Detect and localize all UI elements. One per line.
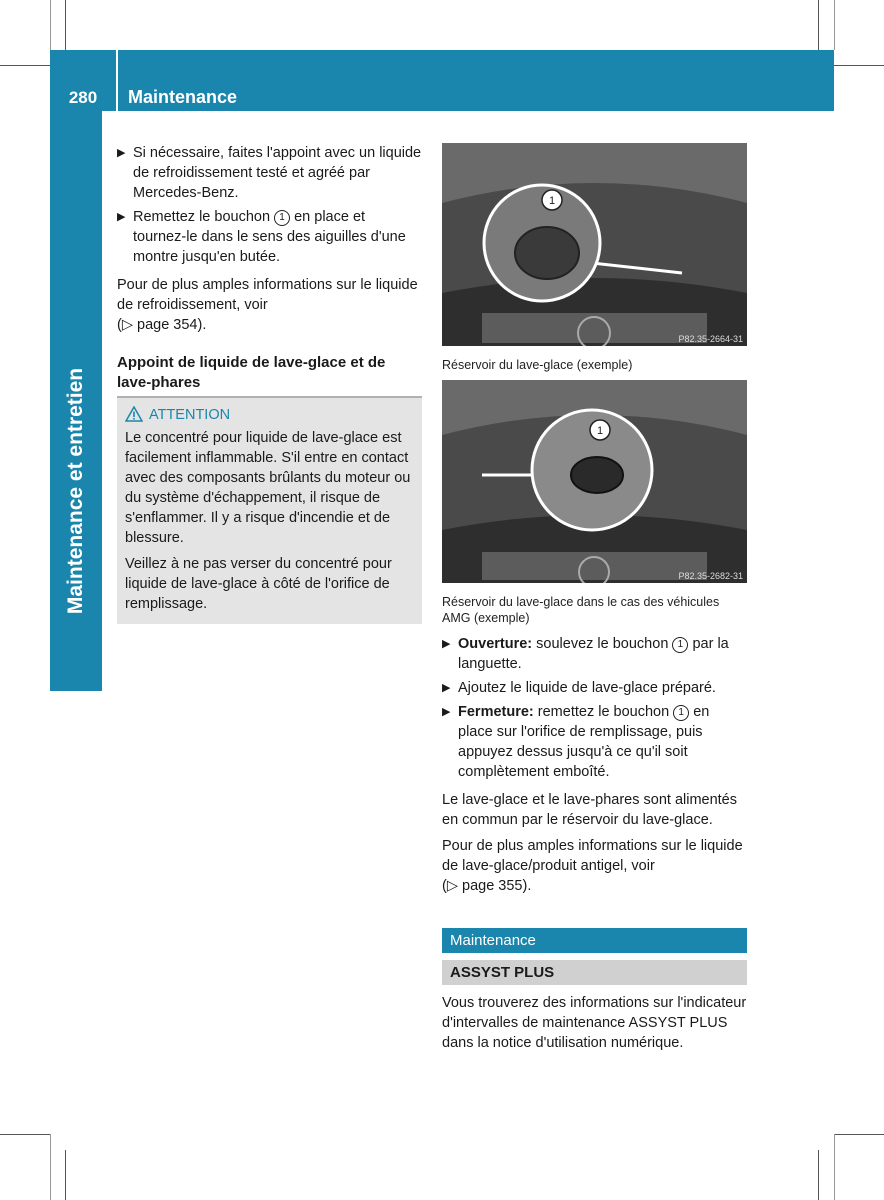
chapter-tab bbox=[50, 111, 102, 691]
crop-mark bbox=[0, 65, 50, 66]
list-item-text: soulevez le bouchon bbox=[536, 636, 669, 652]
bullet-arrow-icon: ▶ bbox=[442, 638, 451, 650]
page-reference: (▷ page 355). bbox=[442, 878, 532, 894]
assyst-paragraph: Vous trouverez des informations sur l'indicateur d'intervalles de maintenance ASSYST PLUS dans la notice d'utilisation numérique. bbox=[442, 995, 747, 1051]
bullet-arrow-icon: ▶ bbox=[442, 682, 451, 694]
crop-mark bbox=[834, 65, 884, 66]
section-band-maintenance: Maintenance bbox=[442, 928, 747, 953]
figure-code: P82.35-2664-31 bbox=[678, 334, 743, 344]
step-label: Ouverture: bbox=[458, 636, 533, 652]
subsection-band-assyst: ASSYST PLUS bbox=[442, 960, 747, 985]
list-item-text: Si nécessaire, faites l'appoint avec un liquide de refroidissement testé et agréé par Mercedes-Benz. bbox=[133, 145, 422, 201]
warning-text: Le concentré pour liquide de lave-glace est facilement inflammable. S'il entre en contact avec des composants brûlants du moteur ou du système d'échappement, il risque de s'enflammer. Il y a risque d'incendie et de blessure. bbox=[125, 430, 411, 546]
warning-box bbox=[117, 396, 422, 624]
bullet-arrow-icon: ▶ bbox=[117, 211, 126, 223]
list-item-text: en place sur l'orifice de remplissage, puis appuyez dessus jusqu'à ce qu'il soit complètement emboîté. bbox=[458, 704, 710, 780]
crop-mark bbox=[0, 1134, 50, 1135]
paragraph-text: Pour de plus amples informations sur le liquide de lave-glace/produit antigel, voir bbox=[442, 838, 743, 874]
list-item bbox=[442, 678, 747, 698]
list-item-text: Ajoutez le liquide de lave-glace préparé. bbox=[458, 680, 716, 696]
paragraph-text: Pour de plus amples informations sur le liquide de refroidissement, voir bbox=[117, 277, 418, 313]
figure-code: P82.35-2682-31 bbox=[678, 571, 743, 581]
list-item-text: remettez le bouchon bbox=[537, 704, 670, 720]
callout-number-icon: 1 bbox=[673, 705, 689, 721]
engine-bay-illustration bbox=[442, 143, 747, 346]
crop-mark bbox=[50, 0, 51, 50]
warning-title: ATTENTION bbox=[149, 407, 231, 423]
left-column bbox=[117, 143, 422, 624]
crop-mark bbox=[818, 1150, 819, 1200]
section-heading: Appoint de liquide de lave-glace et de lave-phares bbox=[117, 354, 386, 391]
fig1-marker: 1 bbox=[548, 195, 556, 207]
crop-mark bbox=[834, 1134, 884, 1135]
crop-mark bbox=[818, 0, 819, 50]
warning-header bbox=[125, 404, 414, 426]
bullet-arrow-icon: ▶ bbox=[442, 706, 451, 718]
figure-caption: Réservoir du lave-glace (exemple) bbox=[442, 358, 633, 372]
callout-number-icon: 1 bbox=[274, 210, 290, 226]
crop-mark bbox=[834, 0, 835, 50]
chapter-tab-label: Maintenance et entretien bbox=[64, 367, 87, 615]
page-reference: (▷ page 354). bbox=[117, 317, 207, 333]
amg-washer-reservoir-photo bbox=[442, 380, 747, 583]
list-item-text: en place et tournez-le dans le sens des aiguilles d'une montre jusqu'en butée. bbox=[133, 209, 406, 265]
header-divider bbox=[116, 50, 118, 111]
crop-mark bbox=[65, 1150, 66, 1200]
list-item-text: par la languette. bbox=[458, 636, 729, 672]
page-number: 280 bbox=[68, 88, 98, 107]
figure-caption: Réservoir du lave-glace dans le cas des véhicules AMG (exemple) bbox=[442, 595, 720, 625]
paragraph bbox=[442, 836, 747, 896]
page-title: Maintenance bbox=[128, 87, 238, 107]
crop-mark bbox=[50, 1134, 51, 1200]
crop-mark bbox=[65, 0, 66, 50]
warning-text: Veillez à ne pas verser du concentré pour liquide de lave-glace à côté de l'orifice de remplissage. bbox=[125, 556, 392, 612]
paragraph: Le lave-glace et le lave-phares sont alimentés en commun par le réservoir du lave-glace. bbox=[442, 792, 737, 828]
list-item bbox=[442, 634, 747, 674]
fig2-marker: 1 bbox=[596, 425, 604, 437]
right-column bbox=[442, 634, 747, 902]
list-item bbox=[117, 207, 422, 267]
paragraph bbox=[117, 275, 422, 335]
list-item-text: Remettez le bouchon bbox=[133, 209, 271, 225]
warning-triangle-icon bbox=[125, 406, 143, 422]
callout-number-icon: 1 bbox=[672, 637, 688, 653]
crop-mark bbox=[834, 1134, 835, 1200]
list-item bbox=[117, 143, 422, 203]
step-label: Fermeture: bbox=[458, 704, 534, 720]
list-item bbox=[442, 702, 747, 782]
engine-bay-illustration bbox=[442, 380, 747, 583]
page-header bbox=[50, 50, 834, 111]
bullet-arrow-icon: ▶ bbox=[117, 147, 126, 159]
washer-reservoir-photo bbox=[442, 143, 747, 346]
